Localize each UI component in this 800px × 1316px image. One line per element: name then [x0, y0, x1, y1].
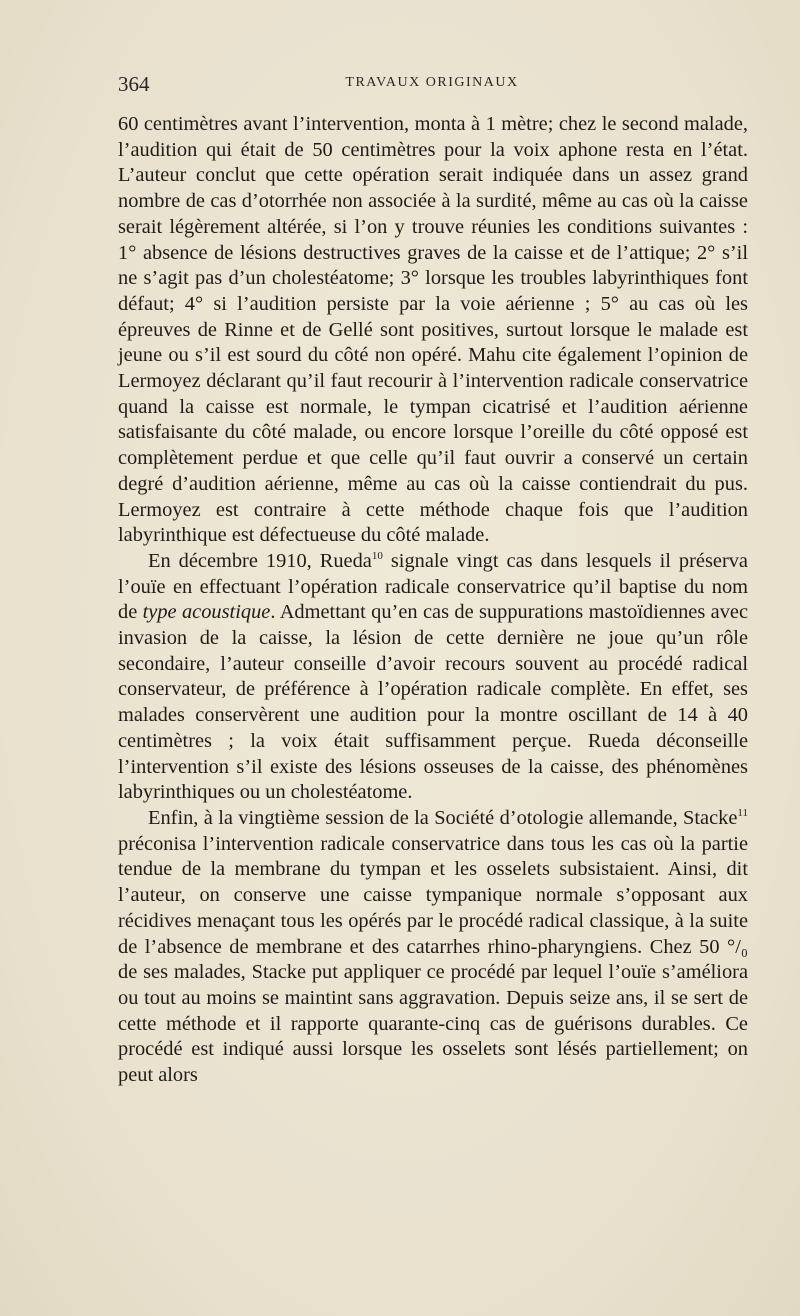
italic-term-type-acoustique: type acoustique	[142, 601, 271, 624]
body-text	[118, 112, 748, 1089]
footnote-ref-11: 11	[737, 806, 748, 819]
page-header	[118, 72, 746, 96]
paragraph-3	[118, 806, 748, 1089]
paragraph-3-text-a: Enfin, à la vingtième session de la Société d’otologie allemande, Stacke	[148, 806, 738, 829]
running-title: TRAVAUX ORIGINAUX	[345, 75, 519, 90]
paragraph-1-text: 60 centimètres avant l’intervention, monta à 1 mètre; chez le second malade, l’audition qui était de 50 centimètres pour la voix aphone resta en l’état. L’auteur conclut que cette opération serait indiquée dans un assez grand nombre de cas d’otorrhée non associée à la surdité, même au cas où la caisse serait légèrement altérée, si l’on y trouve réunies les conditions suivantes : 1° absence de lésions destructives graves de la caisse et de l’attique; 2° s’il ne s’agit pas d’un cholestéatome; 3° lorsque les troubles labyrinthiques font défaut; 4° si l’audition persiste par la voie aérienne ; 5° au cas où les épreuves de Rinne et de Gellé sont positives, surtout lorsque le malade est jeune ou s’il est sourd du côté non opéré. Mahu cite également l’opinion de Lermoyez déclarant qu’il faut recourir à l’intervention radicale conservatrice quand la caisse est normale, le tympan cicatrisé et l’audition aérienne satisfaisante du côté malade, ou encore lorsque l’oreille du côté opposé est complètement perdue et que celle qu’il faut ouvrir a conservé un certain degré d’audition aérienne, même au cas où la caisse contiendrait du pus. Lermoyez est contraire à cette méthode chaque fois que l’audition labyrinthique est défectueuse du côté malade.	[118, 113, 748, 547]
page-number: 364	[118, 72, 150, 96]
paragraph-3-text-b: préconisa l’intervention radicale conservatrice dans tous les cas où la partie tendue de la membrane du tympan et les osselets subsistaient. Ainsi, dit l’auteur, on conserve une caisse tympanique normale s’opposant aux récidives menaçant tous les opérés par le procédé radical classique, à la suite de l’absence de membrane et des catarrhes rhino-pharyngiens. Chez 50 °/₀ de ses malades, Stacke put appliquer ce procédé par lequel l’ouïe s’améliora ou tout au moins se maintint sans aggravation. Depuis seize ans, il se sert de cette méthode et il rapporte quarante-cinq cas de guérisons durables. Ce procédé est indiqué aussi lorsque les osselets sont lésés partiellement; on peut alors	[118, 832, 748, 1087]
paragraph-2-text-c: . Admettant qu’en cas de suppurations mastoïdiennes avec invasion de la caisse, la lésion de cette dernière ne joue qu’un rôle secondaire, l’auteur conseille d’avoir recours souvent au procédé radical conservateur, de préférence à l’opération radicale complète. En effet, ses malades conservèrent une audition pour la montre oscillant de 14 à 40 centimètres ; la voix était suffisamment perçue. Rueda déconseille l’intervention s’il existe des lésions osseuses de la caisse, des phénomènes labyrinthiques ou un cholestéatome.	[118, 601, 749, 804]
footnote-ref-10: 10	[371, 549, 383, 562]
paragraph-2-text-a: En décembre 1910, Rueda	[148, 549, 372, 572]
paragraph-2-text-b: signale vingt cas dans lesquels il préserva l’ouïe en effectuant l’opération radicale conservatrice qu’il baptise du nom de	[118, 549, 748, 624]
paragraph-1	[118, 112, 748, 549]
paragraph-2	[118, 549, 748, 806]
